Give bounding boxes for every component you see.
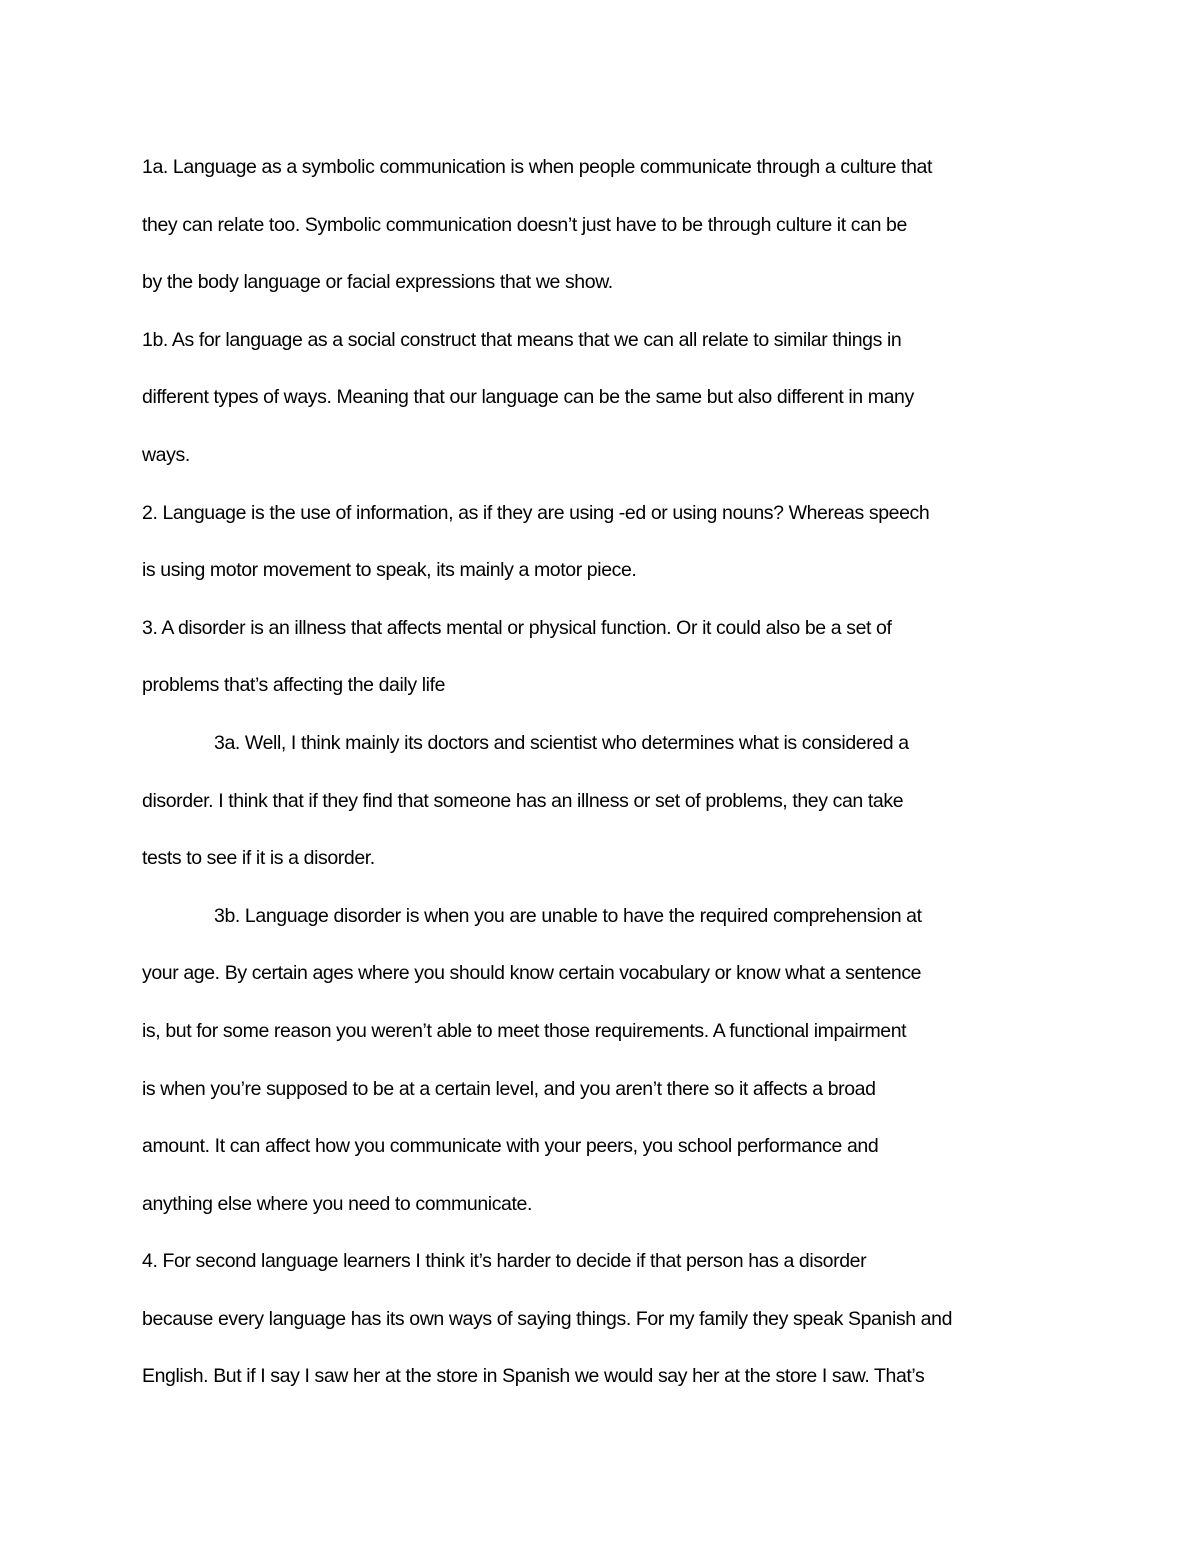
text-line: tests to see if it is a disorder. (142, 847, 375, 870)
text-line: different types of ways. Meaning that our language can be the same but also different in many (142, 386, 914, 409)
text-line: your age. By certain ages where you should know certain vocabulary or know what a sentence (142, 962, 922, 985)
text-line: 3. A disorder is an illness that affects mental or physical function. Or it could also be a set of (142, 616, 892, 639)
text-line: ways. (142, 443, 190, 466)
text-line: by the body language or facial expressions that we show. (142, 271, 613, 294)
text-line: is, but for some reason you weren’t able to meet those requirements. A functional impairment (142, 1019, 907, 1042)
text-line: is using motor movement to speak, its mainly a motor piece. (142, 559, 637, 582)
text-line: 1a. Language as a symbolic communication is when people communicate through a culture that (142, 156, 932, 178)
text-line: 2. Language is the use of information, as if they are using -ed or using nouns? Whereas speech (142, 501, 930, 524)
text-line: 3a. Well, I think mainly its doctors and scientist who determines what is considered a (214, 731, 909, 754)
text-line: amount. It can affect how you communicate with your peers, you school performance and (142, 1135, 879, 1158)
text-line: they can relate too. Symbolic communication doesn’t just have to be through culture it can be (142, 213, 907, 236)
text-line: anything else where you need to communicate. (142, 1192, 532, 1215)
document-body (142, 139, 1062, 1406)
text-line: 1b. As for language as a social construct that means that we can all relate to similar things in (142, 328, 902, 351)
text-line: because every language has its own ways of saying things. For my family they speak Spanish and (142, 1307, 953, 1330)
text-line: 3b. Language disorder is when you are unable to have the required comprehension at (214, 904, 922, 927)
text-line: problems that’s affecting the daily life (142, 674, 446, 697)
text-line: English. But if I say I saw her at the store in Spanish we would say her at the store I saw. That’s (142, 1365, 925, 1388)
text-line: disorder. I think that if they find that someone has an illness or set of problems, they can take (142, 789, 904, 812)
text-line: 4. For second language learners I think it’s harder to decide if that person has a disorder (142, 1250, 867, 1273)
text-line: is when you’re supposed to be at a certain level, and you aren’t there so it affects a broad (142, 1077, 876, 1100)
